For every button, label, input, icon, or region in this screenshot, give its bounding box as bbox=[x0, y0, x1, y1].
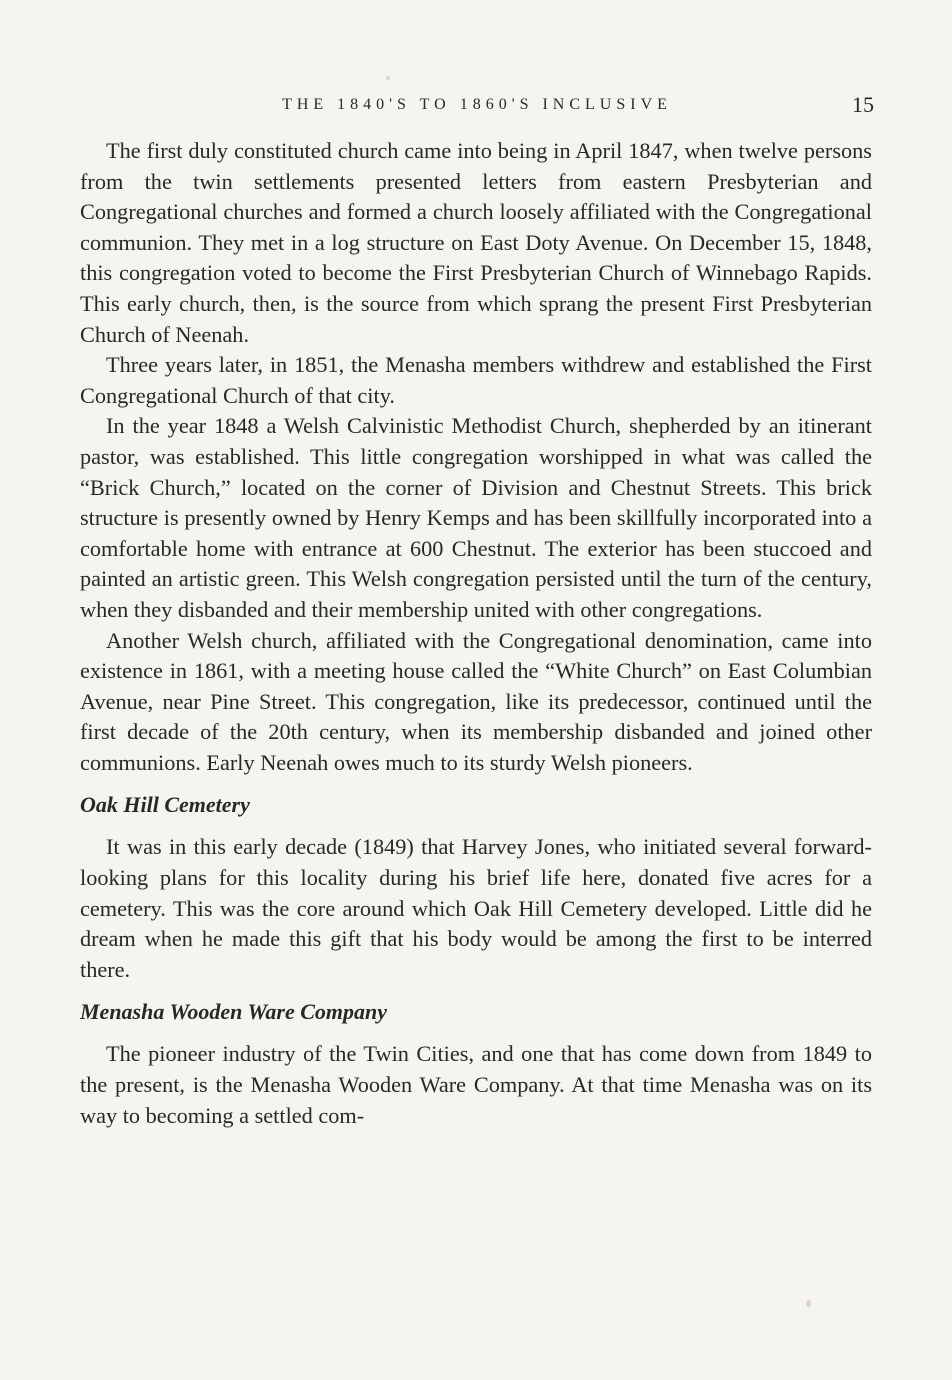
section-heading-oak-hill: Oak Hill Cemetery bbox=[80, 792, 250, 818]
paragraph-congregational-church: Three years later, in 1851, the Menasha members withdrew and established the First Congregational Church of that city. bbox=[80, 352, 872, 408]
paragraph-welsh-methodist: In the year 1848 a Welsh Calvinistic Methodist Church, shepherded by an itinerant pastor, was established. This little congregation worshipped in what was called the “Brick Church,” located on the corner of Division and Chestnut Streets. This brick structure is presently owned by Henry Kemps and has been skillfully incorporated into a comfortable home with entrance at 600 Chestnut. The exterior has been stuccoed and painted an artistic green. This Welsh congregation persisted until the turn of the century, when they disbanded and their membership united with other congregations. bbox=[80, 413, 872, 622]
section-heading-wooden-ware: Menasha Wooden Ware Company bbox=[80, 999, 388, 1025]
paper-speck bbox=[806, 1300, 811, 1307]
paragraph-oak-hill: It was in this early decade (1849) that Harvey Jones, who initiated several forward-looking plans for this locality during his brief life here, donated five acres for a cemetery. This was the core around which Oak Hill Cemetery developed. Little did he dream when he made this gift that his body would be among the first to be interred there. bbox=[80, 834, 872, 982]
page-number: 15 bbox=[852, 92, 874, 117]
running-title: THE 1840'S TO 1860'S INCLUSIVE bbox=[282, 96, 672, 113]
body-text bbox=[80, 136, 872, 1131]
running-head bbox=[80, 92, 874, 124]
paragraph-welsh-congregational: Another Welsh church, affiliated with the Congregational denomination, came into existence in 1861, with a meeting house called the “White Church” on East Columbian Avenue, near Pine Street. This congregation, like its predecessor, continued until the first decade of the 20th century, when its membership disbanded and joined other communions. Early Neenah owes much to its sturdy Welsh pioneers. bbox=[80, 627, 872, 775]
paper-speck bbox=[386, 76, 390, 80]
paragraph-first-church: The first duly constituted church came into being in April 1847, when twelve persons from the twin settlements presented letters from eastern Presbyterian and Congregational churches and formed a church loosely affiliated with the Congregational communion. They met in a log structure on East Doty Avenue. On December 15, 1848, this congregation voted to become the First Presbyterian Church of Winnebago Rapids. This early church, then, is the source from which sprang the present First Presbyterian Church of Neenah. bbox=[80, 138, 872, 347]
paragraph-wooden-ware: The pioneer industry of the Twin Cities, and one that has come down from 1849 to the present, is the Menasha Wooden Ware Company. At that time Menasha was on its way to becoming a settled com- bbox=[80, 1041, 872, 1128]
